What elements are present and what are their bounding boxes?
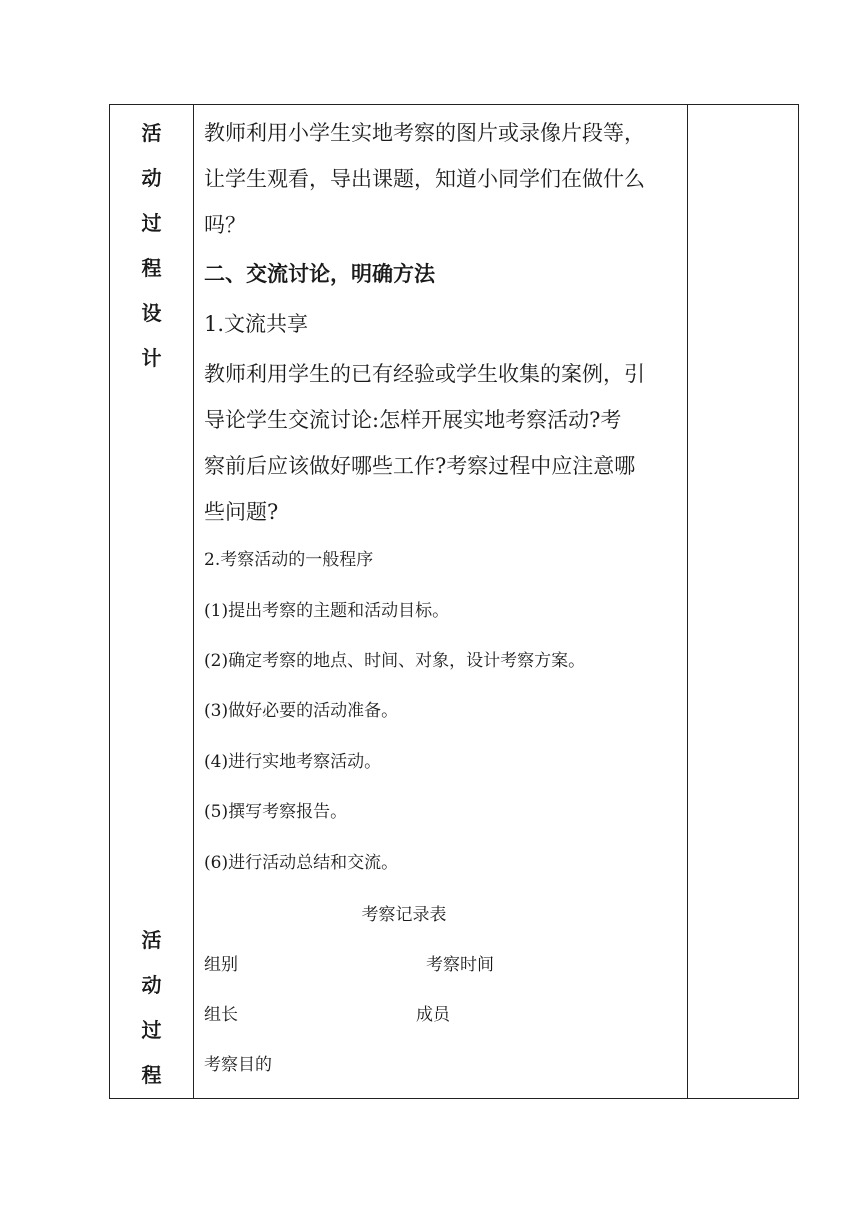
step-item: (6)进行活动总结和交流。 <box>204 853 399 873</box>
record-table-title: 考察记录表 <box>361 905 447 925</box>
intro-line: 教师利用小学生实地考察的图片或录像片段等， <box>204 121 645 145</box>
subsection-title: 1.文流共享 <box>204 312 309 336</box>
activity-content <box>204 105 689 1095</box>
group-label: 组别 <box>204 955 238 975</box>
step-item: (5)撰写考察报告。 <box>204 802 348 822</box>
leader-label: 组长 <box>204 1005 238 1025</box>
step-item: (2)确定考察的地点、时间、对象，设计考察方案。 <box>204 651 586 671</box>
members-label: 成员 <box>416 1005 450 1025</box>
step-item: (1)提出考察的主题和活动目标。 <box>204 601 450 621</box>
purpose-label: 考察目的 <box>204 1055 272 1075</box>
paragraph-line: 察前后应该做好哪些工作?考察过程中应注意哪 <box>204 454 636 478</box>
intro-line: 让学生观看，导出课题，知道小同学们在做什么 <box>204 167 645 191</box>
intro-line: 吗？ <box>204 213 246 237</box>
step-item: (3)做好必要的活动准备。 <box>204 701 399 721</box>
activity-process-label: 活 动 过 程 <box>141 928 162 1087</box>
paragraph-line: 教师利用学生的已有经验或学生收集的案例，引 <box>204 362 645 386</box>
column-divider-left <box>193 105 194 1098</box>
section-heading: 二、交流讨论，明确方法 <box>204 262 435 286</box>
time-label: 考察时间 <box>426 955 494 975</box>
paragraph-line: 导论学生交流讨论:怎样开展实地考察活动?考 <box>204 408 622 432</box>
step-item: (4)进行实地考察活动。 <box>204 752 382 772</box>
subsection-title: 2.考察活动的一般程序 <box>204 550 374 570</box>
paragraph-line: 些问题? <box>204 500 279 524</box>
activity-process-design-label: 活 动 过 程 设 计 <box>141 121 162 370</box>
lesson-plan-table <box>109 104 799 1099</box>
